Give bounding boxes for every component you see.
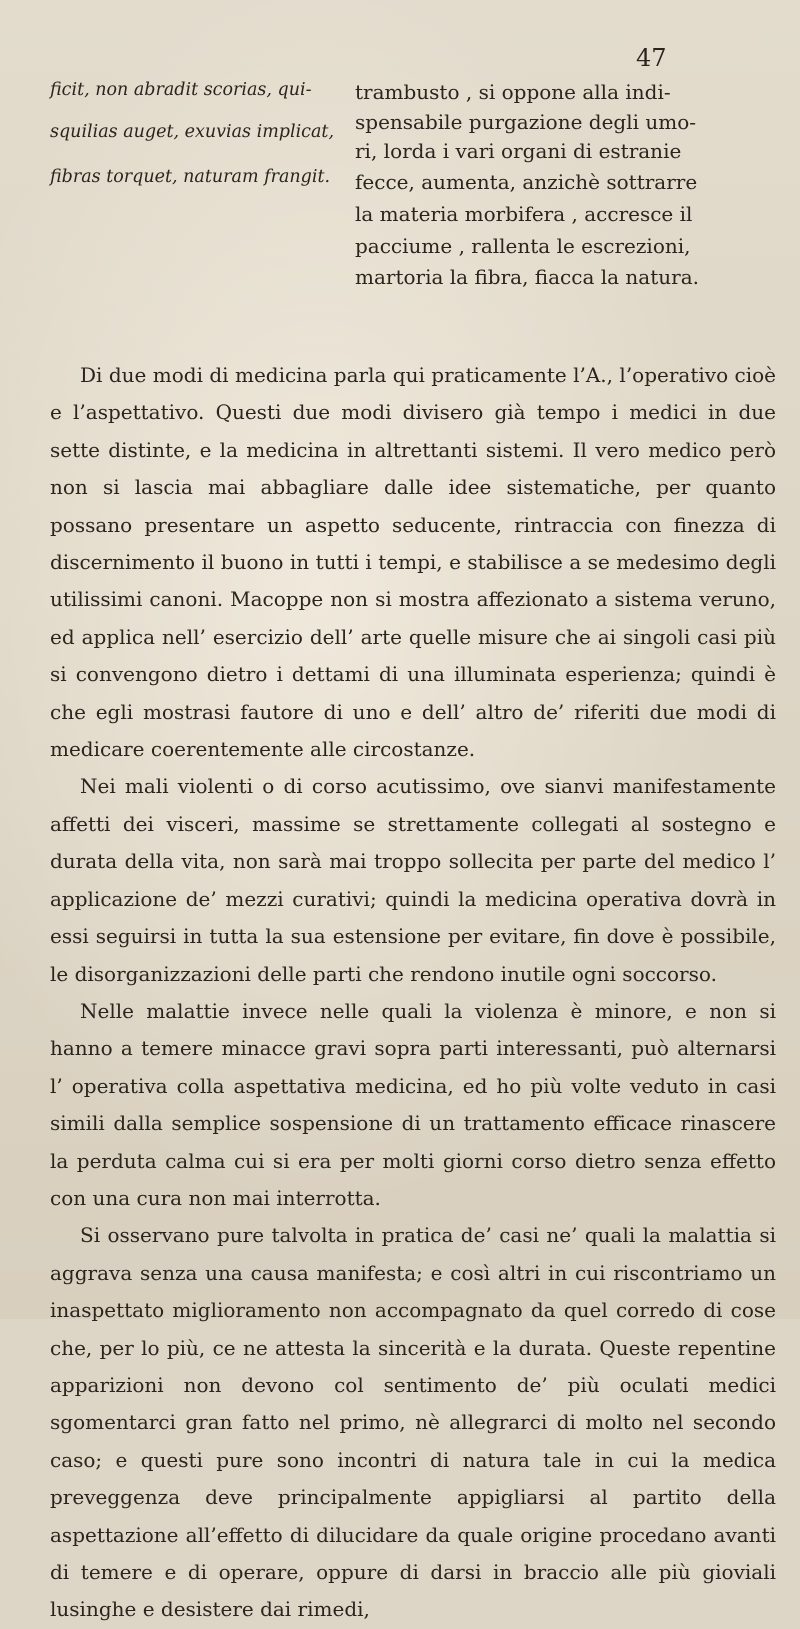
paragraph: Nei mali violenti o di corso acutissimo, ove sianvi manifestamente affetti dei visceri, massime se strettamente collegati al sostegno e durata della vita, non sarà mai troppo sollecita per parte del medico l’ applicazione de’ mezzi curativi; quindi la medicina operativa dovrà in essi seguirsi in tutta la sua estensione per evitare, fin dove è possibile, le disorganizzazioni delle parti che rendono inutile ogni soccorso.	[50, 774, 776, 986]
latin-line: ficit, non abradit scorias, qui-	[50, 80, 312, 100]
paragraph: Di due modi di medicina parla qui praticamente l’A., l’operativo cioè e l’aspettativo. Questi due modi divisero già tempo i medici in due sette distinte, e la medicina in altrettanti sistemi. Il vero medico però non si lascia mai abbagliare dalle idee sistematiche, per quanto possano presentare un aspetto seducente, rintraccia con finezza di discernimento il buono in tutti i tempi, e stabilisce a se medesimo degli utilissimi canoni. Macoppe non si mostra affezionato a sistema veruno, ed applica nell’ esercizio dell’ arte quelle misure che ai singoli casi più si convengono dietro i dettami di una illuminata esperienza; quindi è che egli mostrasi fautore di uno e dell’ altro de’ riferiti due modi di medicare coerentemente alle circostanze.	[50, 363, 776, 762]
two-column-passage	[0, 80, 800, 360]
translation-line: martoria la fibra, fiacca la natura.	[355, 265, 699, 289]
translation-line: pacciume , rallenta le escrezioni,	[355, 234, 691, 258]
translation-line: ri, lorda i vari organi di estranie	[355, 139, 682, 163]
commentary-body	[50, 357, 776, 1629]
latin-line: fibras torquet, naturam frangit.	[50, 167, 331, 187]
page-number: 47	[636, 44, 667, 72]
translation-line: spensabile purgazione degli umo-	[355, 110, 697, 134]
paragraph: Nelle malattie invece nelle quali la violenza è minore, e non si hanno a temere minacce gravi sopra parti interessanti, può alternarsi l’ operativa colla aspettativa medicina, ed ho più volte veduto in casi simili dalla semplice sospensione di un trattamento efficace rinascere la perduta calma cui si era per molti giorni corso dietro senza effetto con una cura non mai interrotta.	[50, 998, 776, 1210]
translation-line: trambusto , si oppone alla indi-	[355, 80, 671, 104]
paragraph: Si osservano pure talvolta in pratica de’ casi ne’ quali la malattia si aggrava senza una causa manifesta; e così altri in cui riscontriamo un inaspettato miglioramento non accompagnato da quel corredo di cose che, per lo più, ce ne attesta la sincerità e la durata. Queste repentine apparizioni non devono col sentimento de’ più oculati medici sgomentarci gran fatto nel primo, nè allegrarci di molto nel secondo caso; e questi pure sono incontri di natura tale in cui la medica preveggenza deve principalmente appigliarsi al partito della aspettazione all’effetto di dilucidare da quale origine procedano avanti di temere e di operare, oppure di darsi in braccio alle più gioviali lusinghe e desistere dai rimedi,	[50, 1223, 776, 1622]
latin-line: squilias auget, exuvias implicat,	[50, 122, 335, 142]
translation-line: fecce, aumenta, anzichè sottrarre	[355, 170, 698, 194]
translation-line: la materia morbifera , accresce il	[355, 202, 693, 226]
